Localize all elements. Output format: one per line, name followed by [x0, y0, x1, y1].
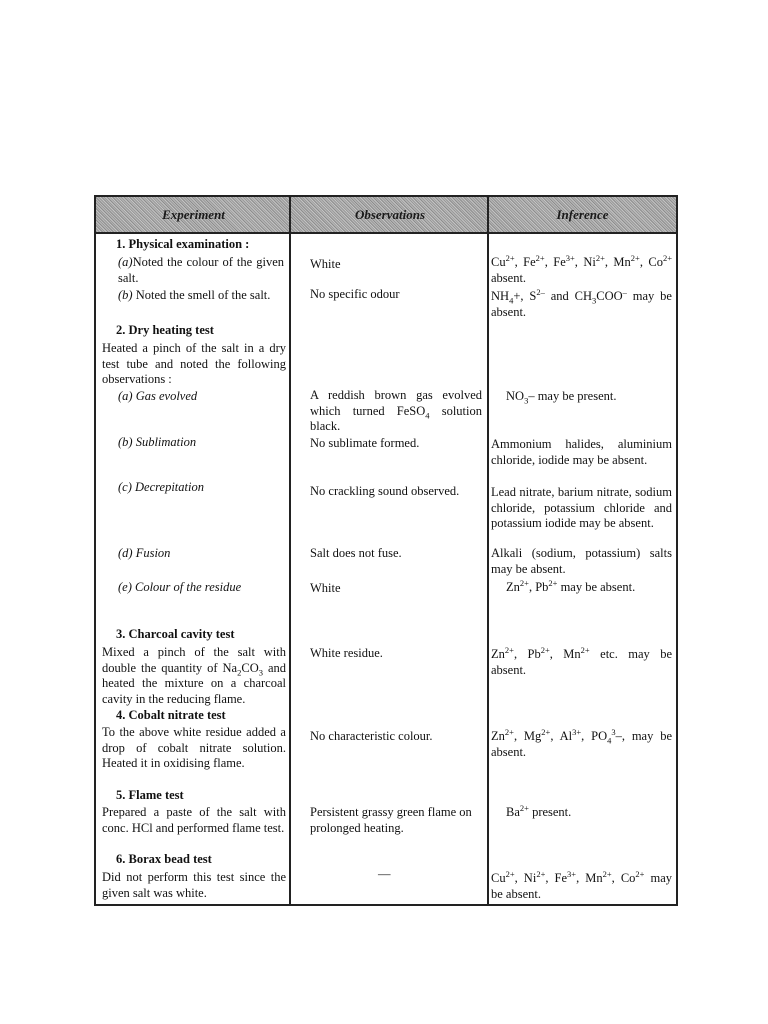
experiment-text: Did not perform this test since the given salt was white.	[102, 870, 286, 900]
table-header	[96, 197, 676, 234]
section-title: 5. Flame test	[116, 788, 184, 802]
observation: No crackling sound observed.	[310, 484, 460, 498]
inference: $NH_4+$, $S^{2-}$ and $CH_3COO^-$ may be absent.	[491, 286, 672, 319]
column-divider	[289, 197, 291, 904]
observation: White	[310, 581, 341, 595]
inference: $Cu^{2+}$, $Fe^{2+}$, $Fe^{3+}$, $Ni^{2+}$, $Mn^{2+}$, $Co^{2+}$ absent.	[491, 252, 672, 285]
experiment-text: Mixed a pinch of the salt with double the quantity of $Na_2CO_3$ and heated the mixture on a charcoal cavity in the reducing flame.	[102, 645, 286, 706]
observation: A reddish brown gas evolved which turned FeSO$_4$ solution black.	[310, 388, 482, 433]
experiment-step: (b) Noted the smell of the salt.	[118, 288, 271, 302]
section-title: 2. Dry heating test	[116, 323, 214, 337]
inference: Alkali (sodium, potassium) salts may be absent.	[491, 546, 672, 576]
experiment-step: (d) Fusion	[118, 546, 171, 560]
observation: White	[310, 257, 341, 271]
header-observations: Observations	[354, 206, 426, 222]
experiment-step: (b) Sublimation	[118, 435, 197, 449]
inference: $Zn^{2+}$, $Pb^{2+}$ may be absent.	[506, 577, 636, 594]
observation: No specific odour	[310, 287, 400, 301]
observation: White residue.	[310, 646, 383, 660]
experiment-step: (a)Noted the colour of the given salt.	[118, 255, 284, 285]
observation: No sublimate formed.	[310, 436, 420, 450]
observation: —	[378, 867, 391, 881]
experiment-step: (e) Colour of the residue	[118, 580, 242, 594]
header-inference: Inference	[556, 206, 609, 222]
observation: Persistent grassy green flame on prolonged heating.	[310, 805, 472, 835]
section-title: 6. Borax bead test	[116, 852, 212, 866]
qualitative-analysis-table	[94, 195, 678, 906]
experiment-text: Prepared a paste of the salt with conc. HCl and performed flame test.	[102, 805, 286, 835]
inference: $Ba^{2+}$ present.	[506, 802, 572, 819]
header-experiment: Experiment	[162, 206, 225, 222]
column-divider	[487, 197, 489, 904]
section-title: 4. Cobalt nitrate test	[116, 708, 226, 722]
inference: $Cu^{2+}$, $Ni^{2+}$, $Fe^{3+}$, $Mn^{2+}$, $Co^{2+}$ may be absent.	[491, 868, 673, 901]
observation: No characteristic colour.	[310, 729, 433, 743]
section-title: 1. Physical examination :	[116, 237, 250, 251]
experiment-text: Heated a pinch of the salt in a dry test tube and noted the following observations :	[102, 341, 286, 386]
inference: Ammonium halides, aluminium chloride, iodide may be absent.	[491, 437, 672, 467]
inference: $Zn^{2+}$, $Pb^{2+}$, $Mn^{2+}$ etc. may be absent.	[491, 644, 673, 677]
section-title: 3. Charcoal cavity test	[116, 627, 235, 641]
experiment-step: (c) Decrepitation	[118, 480, 204, 494]
observation: Salt does not fuse.	[310, 546, 402, 560]
inference: $NO_3-$ may be present.	[506, 389, 617, 406]
experiment-step: (a) Gas evolved	[118, 389, 198, 403]
inference: Lead nitrate, barium nitrate, sodium chloride, potassium chloride and potassium iodide may be absent.	[491, 485, 672, 530]
inference: $Zn^{2+}$, $Mg^{2+}$, $Al^{3+}$, $PO_4^3-$, may be absent.	[491, 726, 672, 759]
experiment-text: To the above white residue added a drop of cobalt nitrate solution. Heated it in oxidising flame.	[102, 725, 286, 770]
